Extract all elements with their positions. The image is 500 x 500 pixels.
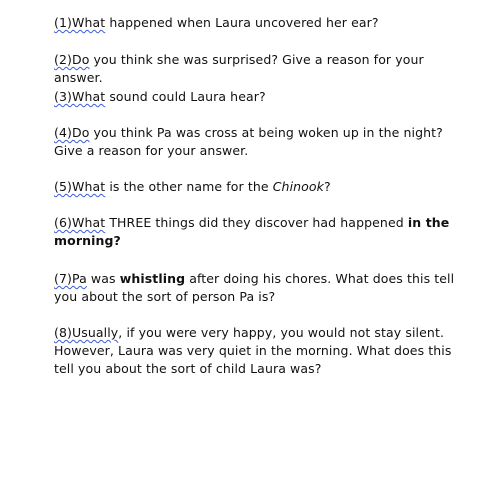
question-number: (5)What (54, 179, 106, 194)
bold-word: whistling (119, 271, 186, 286)
question-6 (54, 214, 474, 250)
question-number: (3)What (54, 89, 106, 104)
question-text: you think she was surprised? Give a reason for your answer. (54, 52, 424, 85)
question-number: (6)What (54, 215, 106, 230)
bold-phrase: in the morning? (54, 215, 450, 248)
question-text: THREE things did they discover had happened (105, 215, 408, 230)
question-text-end: after doing his chores. What does this tell you about the sort of person Pa is? (54, 271, 455, 304)
question-number: (4)Do (54, 125, 90, 140)
chinook-term: Chinook (272, 179, 324, 194)
question-text: , if you were very happy, you would not stay silent. However, Laura was very quiet in the morning. What does this tell you about the sort of child Laura was? (54, 325, 452, 376)
question-2 (54, 51, 474, 87)
question-text: happened when Laura uncovered her ear? (105, 15, 379, 30)
question-number: (2)Do (54, 52, 90, 67)
question-3 (54, 88, 474, 106)
question-5 (54, 178, 474, 196)
question-text-end: ? (324, 179, 331, 194)
question-1 (54, 14, 474, 32)
question-number: (1)What (54, 15, 106, 30)
question-8 (54, 324, 474, 378)
question-7 (54, 270, 474, 306)
question-text: you think Pa was cross at being woken up in the night? Give a reason for your answer. (54, 125, 443, 158)
question-text: was (86, 271, 120, 286)
question-4 (54, 124, 474, 160)
question-number: (7)Pa (54, 271, 87, 286)
question-number: (8)Usually (54, 325, 119, 340)
question-text: sound could Laura hear? (105, 89, 266, 104)
question-text: is the other name for the (105, 179, 273, 194)
